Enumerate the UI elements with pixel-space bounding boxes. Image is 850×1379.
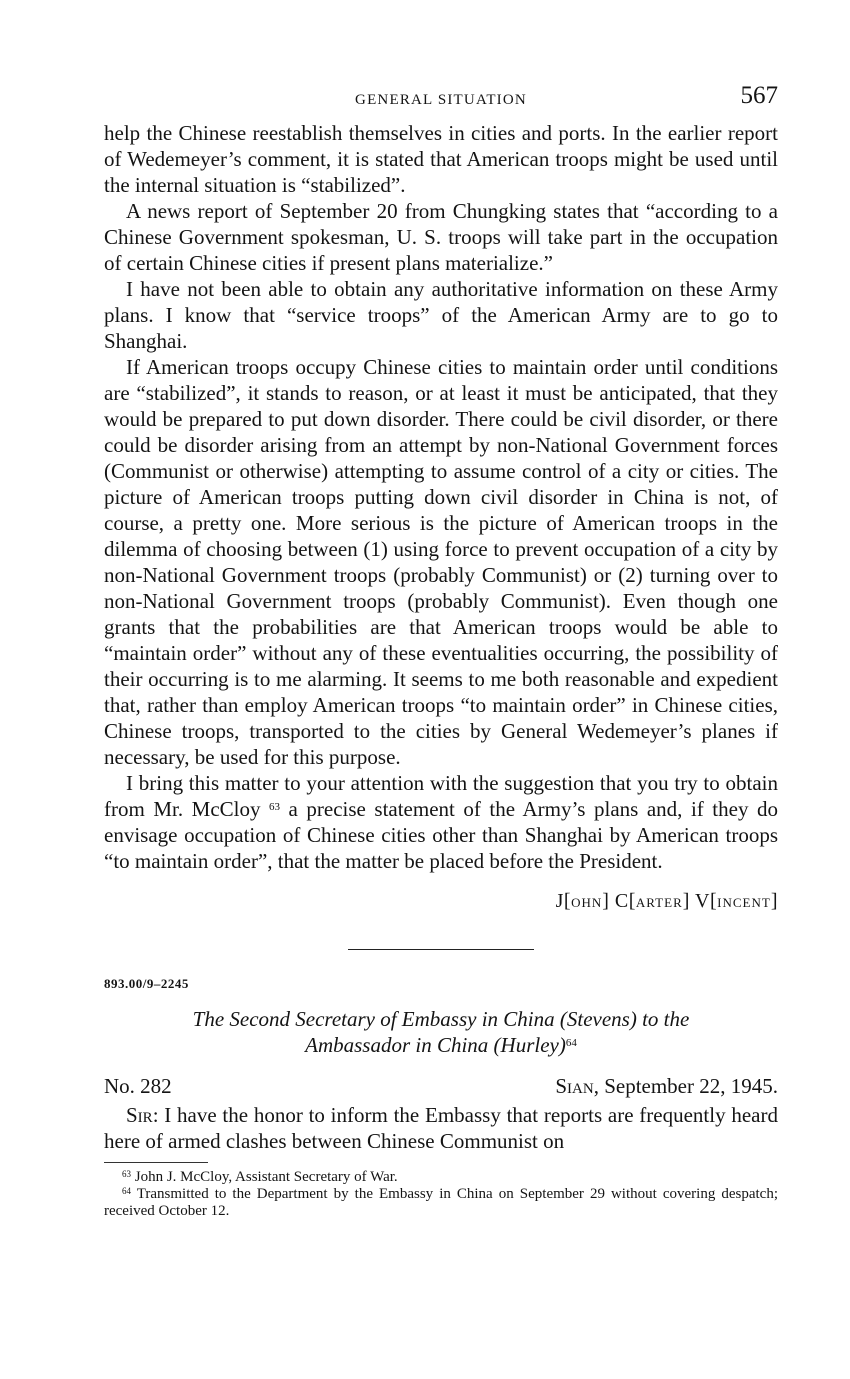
letter-body [104, 120, 778, 874]
footnote-ref-63: 63 [269, 801, 281, 813]
page-number: 567 [740, 82, 778, 109]
title-line-1: The Second Secretary of Embassy in China (Stevens) to the [192, 1007, 690, 1031]
footnote-divider [104, 1162, 208, 1163]
paragraph-5-text-b: a precise statement of the Army’s plans and, if they do envisage occupation of Chinese cities other than Shanghai by American troops “to maintain order”, that the matter be placed before the President. [104, 797, 778, 873]
paragraph-4: If American troops occupy Chinese cities to maintain order until conditions are “stabilized”, it stands to reason, or at least it must be anticipated, that they would be prepared to put down disorder. There could be civil disorder, or there could be disorder arising from an attempt by non-National Government forces (Communist or otherwise) attempting to assume control of a city or cities. The picture of American troops putting down civil disorder in China is not, of course, a pretty one. More serious is the picture of American troops in the dilemma of choosing between (1) using force to prevent occupation of a city by non-National Government troops (probably Communist) or (2) turning over to non-National Government troops (probably Communist). Even though one grants that the probabilities are that American troops would be able to “maintain order” without any of these eventualities occurring, the possibility of their occurring is to me alarming. It seems to me both reasonable and expedient that, rather than employ American troops “to maintain order” in Chinese cities, Chinese troops, transported to the cities by General Wedemeyer’s planes if necessary, be used for this purpose. [104, 355, 778, 769]
footnotes [104, 1169, 778, 1220]
page-header [104, 80, 778, 120]
paragraph-3: I have not been able to obtain any authoritative information on these Army plans. I know that “service troops” of the American Army are to go to Shanghai. [104, 277, 778, 353]
place: Sian [555, 1074, 594, 1098]
date: , September 22, 1945. [593, 1074, 778, 1098]
paragraph-2: A news report of September 20 from Chungking states that “according to a Chinese Government spokesman, U. S. troops will take part in the occupation of certain Chinese cities if present plans materialize.” [104, 199, 778, 275]
document-page [104, 80, 778, 1220]
footnote-63: $^{63}$ John J. McCloy, Assistant Secretary of War. [122, 1169, 398, 1185]
opening-paragraph [104, 1102, 778, 1154]
opening-text: : I have the honor to inform the Embassy that reports are frequently heard here of armed clashes between Chinese Communist on [104, 1103, 778, 1153]
signature: J[OHN] C[ARTER] V[INCENT] [555, 890, 778, 912]
document-title [104, 1006, 778, 1058]
title-line-2: Ambassador in China (Hurley) [305, 1033, 566, 1057]
footnote-ref-64: 64 [565, 1037, 577, 1049]
paragraph-5-text-a: I bring this matter to your attention with the suggestion that you try to obtain from Mr. McCloy [104, 771, 778, 821]
despatch-number: No. 282 [104, 1074, 172, 1098]
file-number: 893.00/9–2245 [104, 976, 189, 991]
running-head: GENERAL SITUATION [355, 92, 527, 108]
section-divider [348, 949, 534, 950]
paragraph-5 [104, 770, 778, 874]
salutation: Sir [126, 1103, 153, 1127]
place-date [555, 1074, 778, 1099]
dateline [104, 1074, 778, 1102]
letter-opening [104, 1102, 778, 1154]
footnote-64: $^{64}$ Transmitted to the Department by the Embassy in China on September 29 without covering despatch; received October 12. [104, 1186, 778, 1219]
paragraph-1: help the Chinese reestablish themselves in cities and ports. In the earlier report of Wedemeyer’s comment, it is stated that American troops might be used until the internal situation is “stabilized”. [104, 121, 778, 197]
